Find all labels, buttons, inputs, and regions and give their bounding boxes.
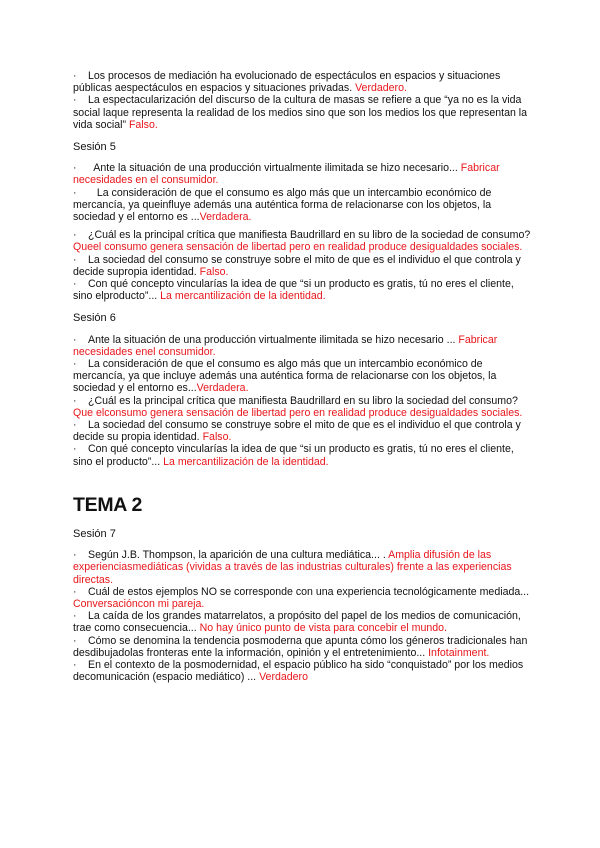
answer-trailing-punctuation: .	[325, 455, 329, 468]
question-text: La sociedad del consumo se construye sobre el mito de que es el individuo el que controla y decide supropia identidad.	[73, 253, 524, 278]
question-text: Los procesos de mediación ha evolucionado de espectáculos en espacios y situaciones públicas aespectáculos en espacios y situaciones privadas.	[73, 70, 504, 95]
question-text: La consideración de que el consumo es algo más que un intercambio económico de mercancía, ya queinfluye además una auténtica forma de relacionarse con los objetos, la sociedad y el entorno es ...	[73, 186, 495, 224]
answer-text: Verdadera	[196, 382, 246, 395]
answer-text: La mercantilización de la identidad	[160, 290, 323, 303]
bullet-icon: ·	[73, 186, 77, 199]
answer-text: Falso	[128, 118, 155, 131]
question-item	[73, 94, 533, 131]
answer-trailing-punctuation: .	[228, 431, 232, 444]
answer-text: La mercantilización de la identidad	[163, 455, 326, 468]
answer-text: Conversacióncon mi pareja.	[73, 597, 205, 610]
session-heading: Sesión 7	[73, 527, 116, 540]
question-text: Ante la situación de una producción virtualmente ilimitada se hizo necesario...	[88, 162, 461, 175]
answer-text: Verdadero	[259, 671, 308, 684]
question-item	[73, 635, 533, 659]
question-item	[73, 610, 533, 634]
answer-trailing-punctuation: .	[154, 118, 158, 131]
answer-text: No hay único punto de vista para concebir el mundo.	[199, 622, 447, 635]
question-text: Con qué concepto vincularías la idea de que “si un producto es gratis, tú no eres el cliente, sino elproducto”...	[73, 278, 517, 303]
bullet-icon: ·	[73, 394, 77, 407]
bullet-icon: ·	[73, 70, 77, 82]
answer-text: Infotainment	[428, 646, 487, 659]
answer-trailing-punctuation: .	[225, 265, 229, 278]
question-text: Según J.B. Thompson, la aparición de una cultura mediática... .	[88, 549, 389, 562]
question-item	[73, 162, 533, 186]
answer-text: Verdadero	[355, 82, 404, 95]
question-text: Cuál de estos ejemplos NO se corresponde con una experiencia tecnológicamente mediada...	[88, 585, 533, 598]
answer-text: Fabricar necesidades enel consumidor.	[73, 333, 498, 358]
answer-text: Falso	[199, 265, 226, 278]
bullet-icon: ·	[73, 443, 77, 456]
bullet-icon: ·	[73, 253, 77, 266]
bullet-icon: ·	[73, 549, 77, 562]
question-item	[73, 229, 533, 253]
answer-trailing-punctuation: .	[403, 82, 407, 95]
session-heading: Sesión 5	[73, 141, 116, 154]
bullet-icon: ·	[73, 610, 77, 623]
bullet-icon: ·	[73, 634, 77, 647]
question-item	[73, 586, 533, 610]
bullet-icon: ·	[73, 419, 77, 432]
question-item	[73, 549, 533, 586]
bullet-icon: ·	[73, 94, 77, 107]
answer-trailing-punctuation: .	[245, 382, 249, 395]
answer-trailing-punctuation: .	[322, 290, 326, 303]
question-item	[73, 358, 533, 395]
question-text: ¿Cuál es la principal crítica que manifiesta Baudrillard en su libro la sociedad del consumo?	[88, 394, 521, 407]
answer-text: Amplia difusión de las experienciasmediáticas (vividas a través de las industrias culturales) frente a las experiencias directas.	[73, 549, 512, 586]
question-text: ¿Cuál es la principal crítica que manifiesta Baudrillard en su libro de la sociedad de consumo?	[88, 229, 534, 242]
bullet-icon: ·	[73, 333, 77, 346]
question-item	[73, 187, 533, 224]
question-text: La caída de los grandes matarrelatos, a propósito del papel de los medios de comunicación, trae como consecuencia...	[73, 610, 524, 635]
question-item	[73, 395, 533, 419]
answer-text: Que elconsumo genera sensación de libertad pero en realidad produce desigualdades sociales.	[73, 406, 523, 419]
bullet-icon: ·	[73, 278, 77, 291]
question-text: La consideración de que el consumo es algo más que un intercambio económico de mercancía, ya que incluye además una auténtica forma de relacionarse con los objetos, la sociedad y el entorno es...	[73, 358, 500, 395]
session-heading: Sesión 6	[73, 312, 116, 325]
question-text: La sociedad del consumo se construye sobre el mito de que es el individuo el que controla y decide su propia identidad.	[73, 419, 524, 444]
question-item	[73, 70, 533, 94]
bullet-icon: ·	[73, 162, 77, 175]
question-item	[73, 659, 533, 683]
bullet-icon: ·	[73, 585, 77, 598]
answer-text: Fabricar necesidades en el consumidor.	[73, 162, 500, 187]
answer-trailing-punctuation: .	[486, 646, 490, 659]
question-item	[73, 419, 533, 443]
question-text: Con qué concepto vincularías la idea de que “si un producto es gratis, tú no eres el cliente, sino el producto”...	[73, 443, 517, 468]
question-item	[73, 334, 533, 358]
answer-text: Verdadera	[199, 211, 249, 224]
question-text: En el contexto de la posmodernidad, el espacio público ha sido “conquistado” por los medios decomunicación (espacio mediático) ...	[73, 658, 527, 684]
document-body	[73, 70, 533, 683]
question-item	[73, 254, 533, 278]
answer-text: Falso	[202, 431, 229, 444]
question-text: La espectacularización del discurso de la cultura de masas se refiere a que “ya no es la vida social laque representa la realidad de los medios sino que son los medios los que representan la vida social”	[73, 94, 530, 131]
section-heading: TEMA 2	[73, 493, 142, 516]
bullet-icon: ·	[73, 358, 77, 371]
question-item	[73, 443, 533, 467]
bullet-icon: ·	[73, 658, 77, 671]
answer-trailing-punctuation: .	[248, 211, 252, 224]
answer-text: Queel consumo genera sensación de libertad pero en realidad produce desigualdades sociales.	[73, 241, 523, 254]
question-item	[73, 278, 533, 302]
question-text: Ante la situación de una producción virtualmente ilimitada se hizo necesario ...	[88, 333, 459, 346]
question-text: Cómo se denomina la tendencia posmoderna que apunta cómo los géneros tradicionales han desdibujadolas fronteras ente la información, opinión y el entretenimiento...	[73, 634, 531, 659]
bullet-icon: ·	[73, 229, 77, 242]
